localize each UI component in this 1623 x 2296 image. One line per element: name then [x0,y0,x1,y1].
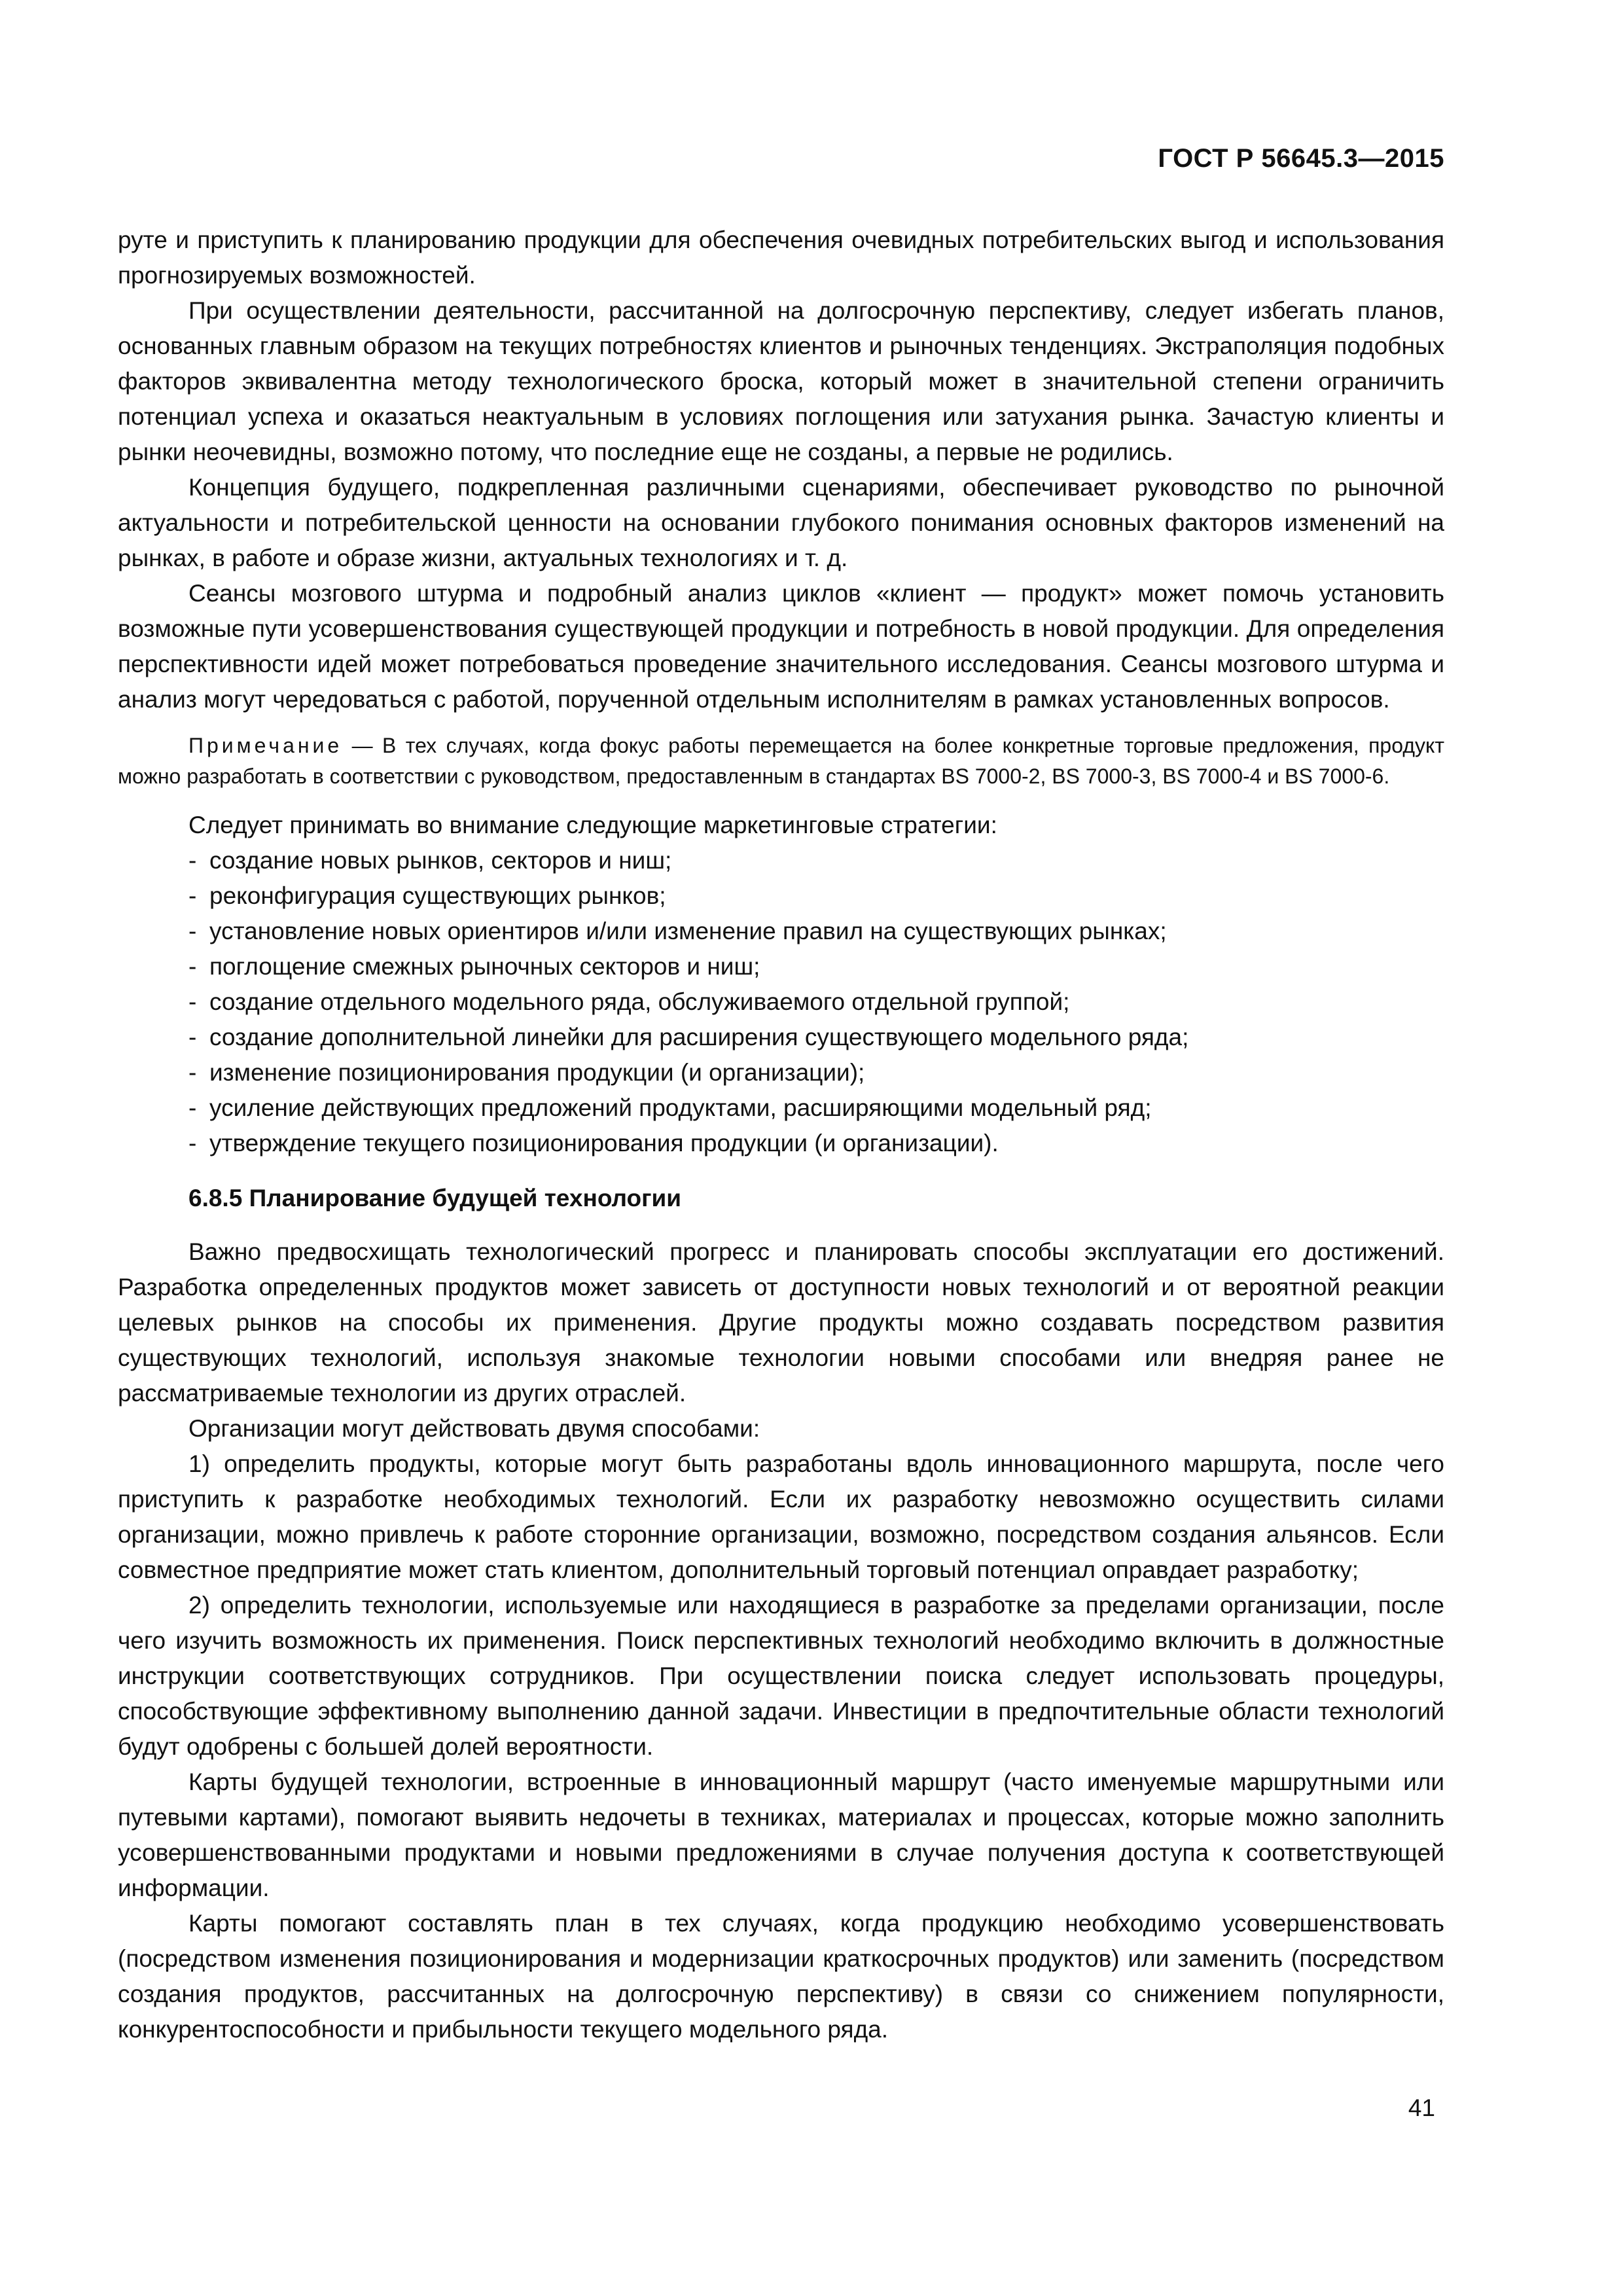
list-dash: - [188,1094,197,1121]
note-text: — В тех случаях, когда фокус работы перемещается на более конкретные торговые предложения, продукт можно разработать в соответствии с руководством, предоставленным в стандартах BS 7000-2, BS 7000-3, BS 7000-4 и BS 7000-6. [118,734,1444,788]
note-block [118,730,1444,792]
standard-id-header: ГОСТ Р 56645.3—2015 [1158,144,1444,173]
paragraph: 1) определить продукты, которые могут быть разработаны вдоль инновационного маршрута, после чего приступить к разработке необходимых технологий. Если их разработку невозможно осуществить силами организации, можно привлечь к работе сторонние организации, возможно, посредством создания альянсов. Если совместное предприятие может стать клиентом, дополнительный торговый потенциал оправдает разработку; [118,1450,1444,1583]
list-dash: - [188,1130,197,1157]
note-label: Примечание [188,734,343,757]
page-number: 41 [1408,2094,1435,2121]
list-item: - утверждение текущего позиционирования продукции (и организации). [188,1126,1444,1161]
paragraph-continuation: руте и приступить к планированию продукции для обеспечения очевидных потребительских выгод и использования прогнозируемых возможностей. [118,226,1444,289]
list-item: - создание новых рынков, секторов и ниш; [188,843,1444,878]
list-item: - создание отдельного модельного ряда, обслуживаемого отдельной группой; [188,984,1444,1020]
paragraph: Сеансы мозгового штурма и подробный анализ циклов «клиент — продукт» может помочь установить возможные пути усовершенствования существующей продукции и потребность в новой продукции. Для определения перспективности идей может потребоваться проведение значительного исследования. Сеансы мозгового штурма и анализ могут чередоваться с работой, порученной отдельным исполнителям в рамках установленных вопросов. [118,580,1444,713]
paragraph: Важно предвосхищать технологический прогресс и планировать способы эксплуатации его достижений. Разработка определенных продуктов может зависеть от доступности новых технологий и от вероятной реакции целевых рынков на способы их применения. Другие продукты можно создавать посредством развития существующих технологий, используя знакомые технологии новыми способами или внедряя ранее не рассматриваемые технологии из других отраслей. [118,1238,1444,1407]
list-dash: - [188,988,197,1015]
list-dash: - [188,1059,197,1086]
list-item: - реконфигурация существующих рынков; [188,878,1444,914]
strategies-intro: Следует принимать во внимание следующие маркетинговые стратегии: [188,812,997,838]
list-item: - изменение позиционирования продукции (и организации); [188,1055,1444,1090]
paragraph: Карты будущей технологии, встроенные в инновационный маршрут (часто именуемые маршрутными или путевыми картами), помогают выявить недочеты в техниках, материалах и процессах, которые можно заполнить усовершенствованными продуктами и новыми предложениями в случае получения доступа к соответствующей информации. [118,1768,1444,1901]
list-item: - создание дополнительной линейки для расширения существующего модельного ряда; [188,1020,1444,1055]
list-dash: - [188,847,197,874]
page-content [118,223,1444,2047]
section-heading: 6.8.5 Планирование будущей технологии [188,1185,682,1211]
list-dash: - [188,918,197,944]
paragraph: 2) определить технологии, используемые или находящиеся в разработке за пределами организации, после чего изучить возможность их применения. Поиск перспективных технологий необходимо включить в должностные инструкции соответствующих сотрудников. При осуществлении поиска следует использовать процедуры, способствующие эффективному выполнению данной задачи. Инвестиции в предпочтительные области технологий будут одобрены с большей долей вероятности. [118,1592,1444,1760]
list-item: - усиление действующих предложений продуктами, расширяющими модельный ряд; [188,1090,1444,1126]
list-dash: - [188,953,197,980]
list-item: - поглощение смежных рыночных секторов и ниш; [188,949,1444,984]
list-item: - установление новых ориентиров и/или изменение правил на существующих рынках; [188,914,1444,949]
strategies-list [118,843,1444,1161]
paragraph: Карты помогают составлять план в тех случаях, когда продукцию необходимо усовершенствовать (посредством изменения позиционирования и модернизации краткосрочных продуктов) или заменить (посредством создания продуктов, рассчитанных на долгосрочную перспективу) в связи со снижением популярности, конкурентоспособности и прибыльности текущего модельного ряда. [118,1910,1444,2043]
list-dash: - [188,882,197,909]
list-dash: - [188,1024,197,1050]
paragraph: Организации могут действовать двумя способами: [188,1415,760,1442]
paragraph: При осуществлении деятельности, рассчитанной на долгосрочную перспективу, следует избегать планов, основанных главным образом на текущих потребностях клиентов и рыночных тенденциях. Экстраполяция подобных факторов эквивалентна методу технологического броска, который может в значительной степени ограничить потенциал успеха и оказаться неактуальным в условиях поглощения или затухания рынка. Зачастую клиенты и рынки неочевидны, возможно потому, что последние еще не созданы, а первые не родились. [118,297,1444,465]
paragraph: Концепция будущего, подкрепленная различными сценариями, обеспечивает руководство по рыночной актуальности и потребительской ценности на основании глубокого понимания основных факторов изменений на рынках, в работе и образе жизни, актуальных технологиях и т. д. [118,474,1444,571]
